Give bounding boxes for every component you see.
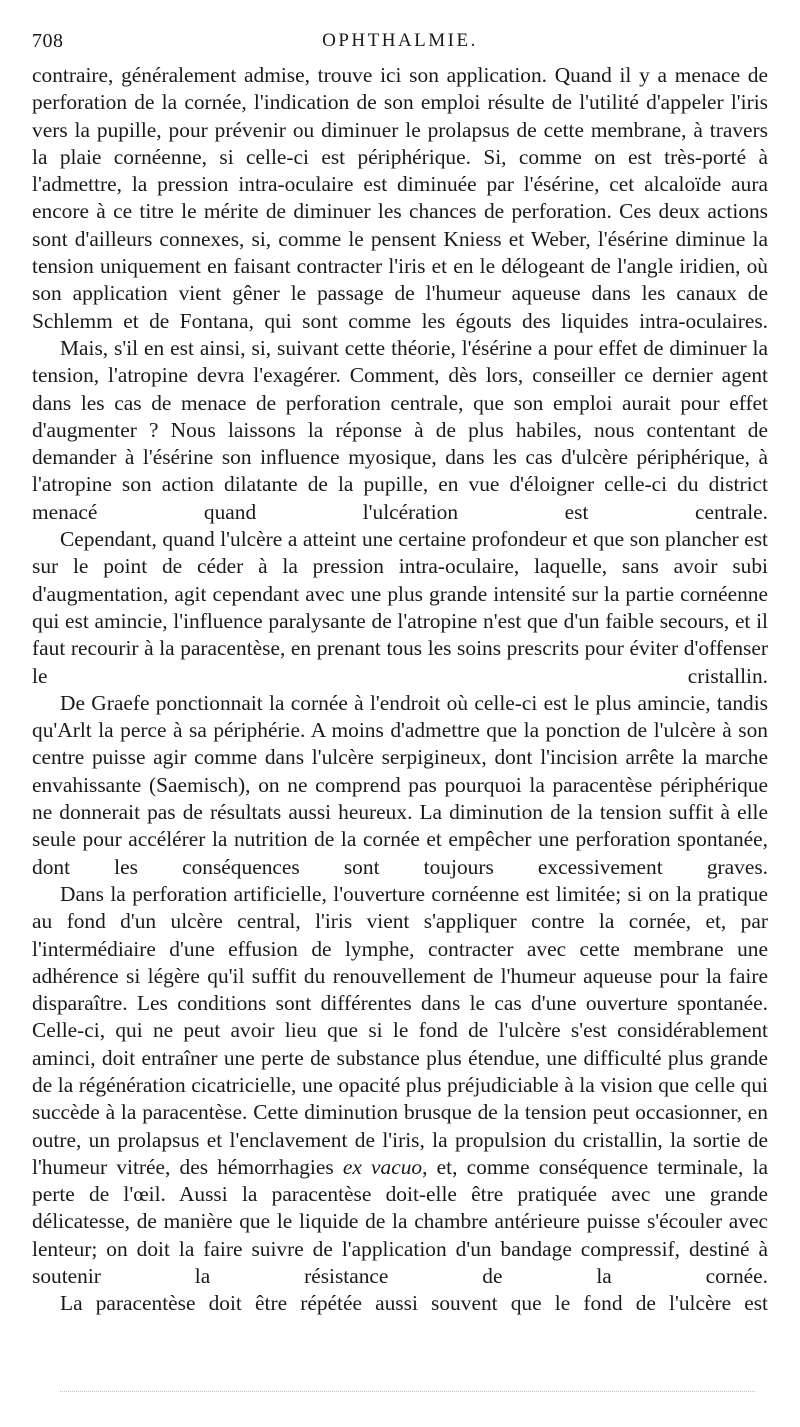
paragraph-repetition: La paracentèse doit être répétée aussi souvent que le fond de l'ulcère est [60,1291,768,1316]
paragraph-continued: contraire, généralement admise, trouve ici son application. Quand il y a menace de perforation de la cornée, l'indication de son emploi résulte de l'utilité d'appeler l'iris vers la pupille, pour prévenir ou diminuer le prolapsus de cette membrane, à travers la plaie cornéenne, si celle-ci est périphérique. Si, comme on est très-porté à l'admettre, la pression intra-oculaire est diminuée par l'ésérine, cet alcaloïde aura encore à ce titre le mérite de diminuer les chances de perforation. Ces deux actions sont d'ailleurs connexes, si, comme le pensent Kniess et Weber, l'ésérine diminue la tension uniquement en faisant contracter l'iris et en le délogeant de l'angle iridien, où son application vient gêner le passage de l'humeur aqueuse dans les canaux de Schlemm et de Fontana, qui sont comme les égouts des liquides intra-oculaires. [32,63,768,333]
paragraph-text-part: Dans la perforation artificielle, l'ouverture cornéenne est limitée; si on la pratique au fond d'un ulcère central, l'iris vient s'appliquer contre la cornée, et, par l'intermédiaire d'une effusion de lymphe, contracter avec cette membrane une adhérence si légère qu'il suffit du renouvellement de l'humeur aqueuse pour la faire disparaître. Les conditions sont différentes dans le cas d'une ouverture spontanée. Celle-ci, qui ne peut avoir lieu que si le fond de l'ulcère s'est considérablement aminci, doit entraîner une perte de substance plus étendue, une difficulté plus grande de la régénération cicatricielle, une opacité plus préjudiciable à la vision que celle qui succède à la paracentèse. Cette diminution brusque de la tension peut occasionner, en outre, un prolapsus et l'enclavement de l'iris, la propulsion du cristallin, la sortie de l'humeur vitrée, des hémorrhagies [32,881,768,1179]
paragraph-paracentesis-need: Cependant, quand l'ulcère a atteint une certaine profondeur et que son plancher est sur le point de céder à la pression intra-oculaire, laquelle, sans avoir subi d'augmentation, agit cependant avec une plus grande intensité sur la partie cornéenne qui est amincie, l'influence paralysante de l'atropine n'est que d'un faible secours, et il faut recourir à la paracentèse, en prenant tous les soins prescrits pour éviter d'offenser le cristallin. [32,527,768,688]
italic-latin-phrase: ex vacuo [342,1154,423,1179]
paragraph-artificial-perforation [32,881,768,1290]
page-number: 708 [32,30,64,52]
body-text [32,62,768,1318]
page-header [32,30,768,58]
footer-rule [60,1391,755,1392]
paragraph-text-part: , et, comme conséquence terminale, la perte de l'œil. Aussi la paracentèse doit-elle être pratiquée avec une grande délicatesse, de manière que le liquide de la chambre antérieure puisse s'écouler avec lenteur; on doit la faire suivre de l'application d'un bandage compressif, destiné à soutenir la résistance de la cornée. [32,1154,769,1289]
running-title: OPHTHALMIE. [322,30,478,51]
paragraph-atropine-theory: Mais, s'il en est ainsi, si, suivant cette théorie, l'ésérine a pour effet de diminuer la tension, l'atropine devra l'exagérer. Comment, dès lors, conseiller ce dernier agent dans les cas de menace de perforation centrale, que son emploi aurait pour effet d'augmenter ? Nous laissons la réponse à de plus habiles, nous contentant de demander à l'ésérine son influence myosique, dans les cas d'ulcère périphérique, à l'atropine son action dilatante de la pupille, en vue d'éloigner celle-ci du district menacé quand l'ulcération est centrale. [32,335,768,524]
paragraph-graefe-arlt: De Graefe ponctionnait la cornée à l'endroit où celle-ci est le plus amincie, tandis qu'Arlt la perce à sa périphérie. A moins d'admettre que la ponction de l'ulcère à son centre puisse agir comme dans l'ulcère serpigineux, dont l'incision arrête la marche envahissante (Saemisch), on ne comprend pas pourquoi la paracentèse périphérique ne donnerait pas de résultats aussi heureux. La diminution de la tension suffit à elle seule pour accélérer la nutrition de la cornée et empêcher une perforation spontanée, dont les conséquences sont toujours excessivement graves. [32,690,768,879]
